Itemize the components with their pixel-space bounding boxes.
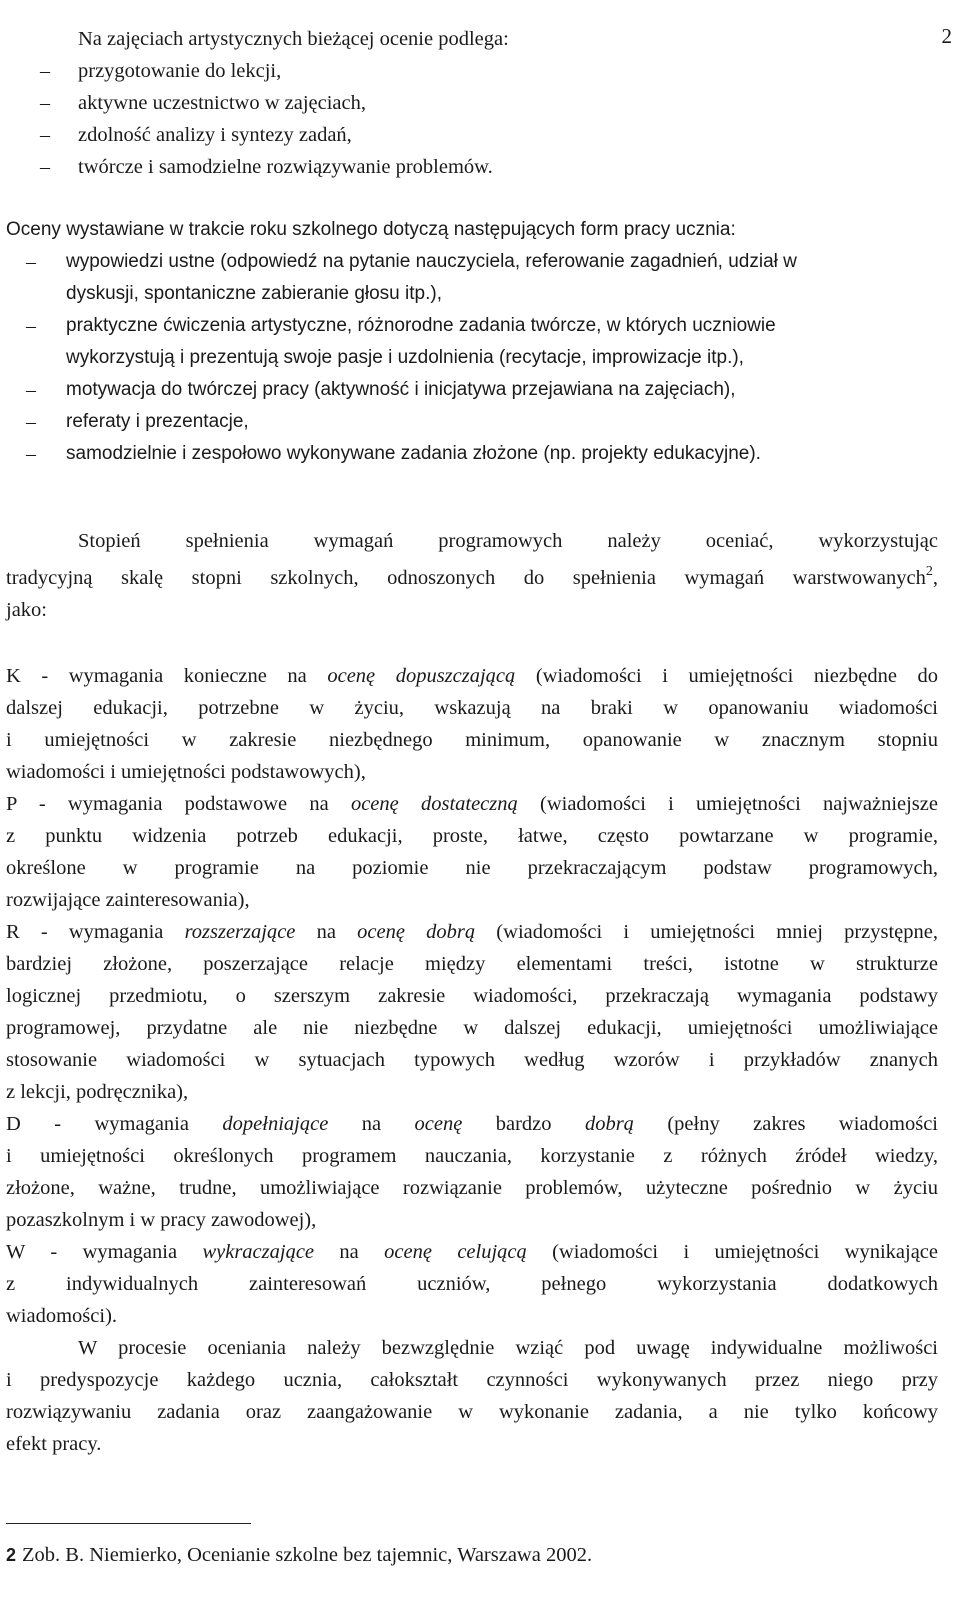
level-w-line: z indywidualnych zainteresowań uczniów, pełnego wykorzystania dodatkowych (6, 1273, 938, 1295)
footnote-ref: 2 (925, 564, 933, 579)
footnote (6, 1542, 592, 1568)
level-p: P - wymagania podstawowe na ocenę dostateczną (wiadomości i umiejętności najważniejsze (6, 793, 938, 815)
level-k-line: dalszej edukacji, potrzebne w życiu, wskazują na braki w opanowaniu wiadomości (6, 697, 938, 719)
list-dash: – (40, 156, 50, 178)
level-r-line: stosowanie wiadomości w sytuacjach typowych według wzorów i przykładów znanych (6, 1049, 938, 1071)
level-p-line: rozwijające zainteresowania), (6, 889, 250, 911)
closing-line: i predyspozycje każdego ucznia, całokształt czynności wykonywanych przez niego przy (6, 1369, 938, 1391)
list-dash: – (26, 379, 36, 401)
closing-line: W procesie oceniania należy bezwzględnie wziąć pod uwagę indywidualne możliwości (78, 1337, 938, 1359)
level-k-line: i umiejętności w zakresie niezbędnego minimum, opanowanie w znacznym stopniu (6, 729, 938, 751)
level-r-line: programowej, przydatne ale nie niezbędne w dalszej edukacji, umiejętności umożliwiające (6, 1017, 938, 1039)
closing-line: efekt pracy. (6, 1433, 102, 1455)
list-item: wypowiedzi ustne (odpowiedź na pytanie nauczyciela, referowanie zagadnień, udział w (66, 251, 797, 272)
degree-line: jako: (6, 599, 47, 621)
list-dash: – (26, 251, 36, 273)
degree-line: Stopień spełnienia wymagań programowych należy oceniać, wykorzystując (78, 530, 938, 552)
list-item: aktywne uczestnictwo w zajęciach, (78, 92, 367, 114)
level-p-line: z punktu widzenia potrzeb edukacji, proste, łatwe, często powtarzane w programie, (6, 825, 938, 847)
level-d: D - wymagania dopełniające na ocenę bardzo dobrą (pełny zakres wiadomości (6, 1113, 938, 1135)
level-d-line: pozaszkolnym i w pracy zawodowej), (6, 1209, 317, 1231)
list-dash: – (26, 411, 36, 433)
level-r: R - wymagania rozszerzające na ocenę dobrą (wiadomości i umiejętności mniej przystępne, (6, 921, 939, 943)
list-item: przygotowanie do lekcji, (78, 60, 282, 82)
footnote-divider (6, 1523, 251, 1524)
list-dash: – (40, 92, 50, 114)
list-dash: – (40, 124, 50, 146)
level-r-line: z lekcji, podręcznika), (6, 1081, 189, 1103)
list-dash: – (26, 443, 36, 465)
closing-line: rozwiązywaniu zadania oraz zaangażowanie w wykonanie zadania, a nie tylko końcowy (6, 1401, 938, 1423)
list-item: zdolność analizy i syntezy zadań, (78, 124, 352, 146)
page-number: 2 (941, 24, 952, 48)
level-k: K - wymagania konieczne na ocenę dopuszczającą (wiadomości i umiejętności niezbędne do (6, 665, 938, 687)
level-r-line: bardziej złożone, poszerzające relacje między elementami treści, istotne w strukturze (6, 953, 938, 975)
list-item: praktyczne ćwiczenia artystyczne, różnorodne zadania twórcze, w których uczniowie (66, 315, 776, 336)
degree-line: tradycyjną skalę stopni szkolnych, odnoszonych do spełnienia wymagań warstwowanych$^2$, (6, 564, 938, 589)
list-item: motywacja do twórczej pracy (aktywność i inicjatywa przejawiana na zajęciach), (66, 379, 736, 400)
level-p-line: określone w programie na poziomie nie przekraczającym podstaw programowych, (6, 857, 938, 879)
list-item: referaty i prezentacje, (66, 411, 249, 432)
level-w: W - wymagania wykraczające na ocenę celującą (wiadomości i umiejętności wynikające (6, 1241, 938, 1263)
list-item-cont: dyskusji, spontaniczne zabieranie głosu itp.), (66, 283, 442, 304)
list-item-cont: wykorzystują i prezentują swoje pasje i uzdolnienia (recytacje, improwizacje itp.), (66, 347, 744, 368)
list-item: samodzielnie i zespołowo wykonywane zadania złożone (np. projekty edukacyjne). (66, 443, 761, 464)
list-item: twórcze i samodzielne rozwiązywanie problemów. (78, 156, 493, 178)
level-w-line: wiadomości). (6, 1305, 118, 1327)
level-r-line: logicznej przedmiotu, o szerszym zakresie wiadomości, przekraczają wymagania podstawy (6, 985, 938, 1007)
footnote-text: Zob. B. Niemierko, Ocenianie szkolne bez tajemnic, Warszawa 2002. (22, 1544, 593, 1566)
level-d-line: i umiejętności określonych programem nauczania, korzystanie z różnych źródeł wiedzy, (6, 1145, 938, 1167)
forms-heading: Oceny wystawiane w trakcie roku szkolnego dotyczą następujących form pracy ucznia: (6, 219, 736, 240)
intro-heading: Na zajęciach artystycznych bieżącej ocenie podlega: (78, 28, 509, 50)
level-k-line: wiadomości i umiejętności podstawowych), (6, 761, 366, 783)
list-dash: – (26, 315, 36, 337)
level-d-line: złożone, ważne, trudne, umożliwiające rozwiązanie problemów, użyteczne pośrednio w życiu (6, 1177, 938, 1199)
list-dash: – (40, 60, 50, 82)
footnote-number: 2 (6, 1545, 17, 1565)
